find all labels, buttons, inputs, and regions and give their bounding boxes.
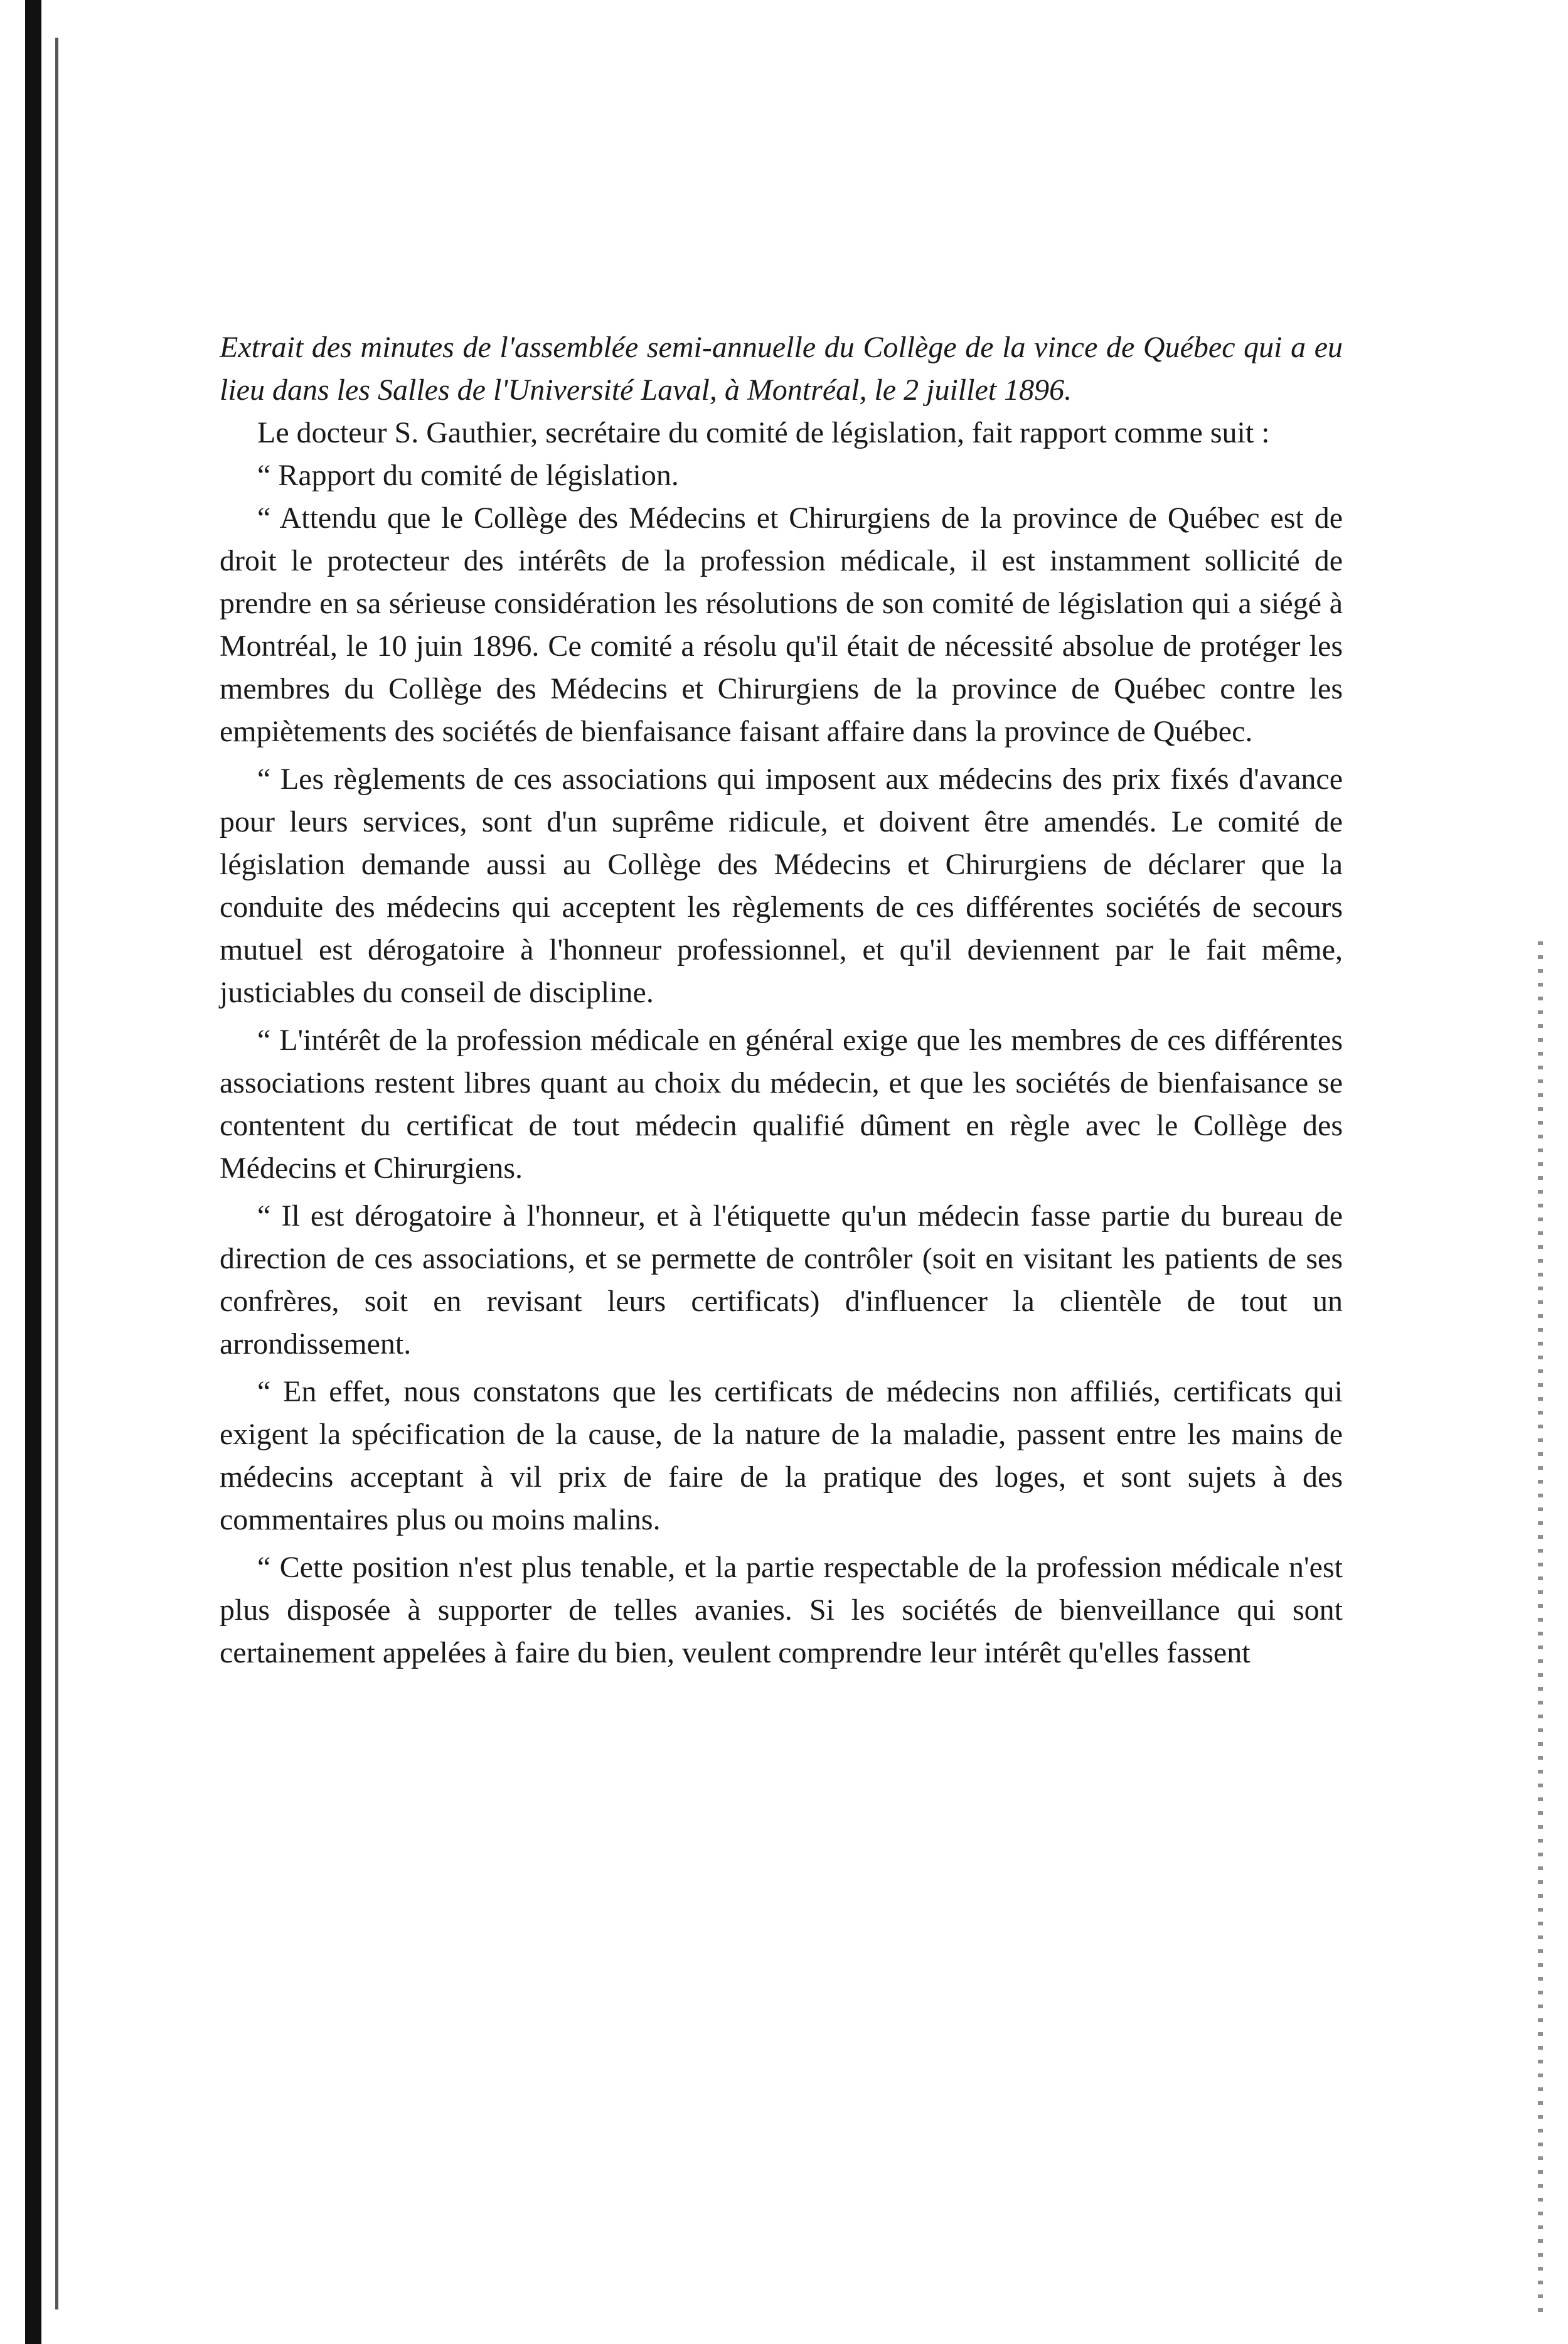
paragraph-interet: “ L'intérêt de la profession médicale en général exige que les membres de ces différentes associations restent libres quant au choix du médecin, et que les sociétés de bienfaisance se contentent du certificat de tout médecin qualifié dûment en règle avec le Collège des Médecins et Chirurgiens. xyxy=(220,1024,1343,1185)
paragraph-position: “ Cette position n'est plus tenable, et la partie respectable de la profession médicale n'est plus disposée à supporter de telles avanies. Si les sociétés de bienveillance qui sont certainement appelées à faire du bien, veulent comprendre leur intérêt qu'elles fassent xyxy=(220,1551,1343,1669)
scan-right-edge-noise xyxy=(1538,941,1543,2322)
minutes-header: Extrait des minutes de l'assemblée semi-annuelle du Collège de la vince de Québec qui a eu lieu dans les Salles de l'Université Laval, à Montréal, le 2 juillet 1896. xyxy=(220,331,1343,407)
paragraph-intro: Le docteur S. Gauthier, secrétaire du comité de législation, fait rapport comme suit : xyxy=(257,416,1270,449)
document-page xyxy=(220,326,1343,1674)
paragraph-derogatoire: “ Il est dérogatoire à l'honneur, et à l'étiquette qu'un médecin fasse partie du bureau de direction de ces associations, et se permette de contrôler (soit en visitant les patients de ses confrères, soit en revisant leurs certificats) d'influencer la clientèle de tout un arrondissement. xyxy=(220,1199,1343,1361)
paragraph-en-effet: “ En effet, nous constatons que les certificats de médecins non affiliés, certificats qui exigent la spécification de la cause, de la nature de la maladie, passent entre les mains de médecins acceptant à vil prix de faire de la pratique des loges, et sont sujets à des commentaires plus ou moins malins. xyxy=(220,1375,1343,1536)
paragraph-attendu: “ Attendu que le Collège des Médecins et Chirurgiens de la province de Québec est de droit le protecteur des intérêts de la profession médicale, il est instamment sollicité de prendre en sa sérieuse considération les résolutions de son comité de législation qui a siégé à Montréal, le 10 juin 1896. Ce comité a résolu qu'il était de nécessité absolue de protéger les membres du Collège des Médecins et Chirurgiens de la province de Québec contre les empiètements des sociétés de bienfaisance faisant affaire dans la province de Québec. xyxy=(220,501,1343,748)
scan-binding-edge xyxy=(25,0,41,2344)
paragraph-reglements: “ Les règlements de ces associations qui imposent aux médecins des prix fixés d'avance pour leurs services, sont d'un suprême ridicule, et doivent être amendés. Le comité de législation demande aussi au Collège des Médecins et Chirurgiens de déclarer que la conduite des médecins qui acceptent les règlements de ces différentes sociétés de secours mutuel est dérogatoire à l'honneur professionnel, et qu'il deviennent par le fait même, justiciables du conseil de discipline. xyxy=(220,763,1343,1009)
paragraph-report-title: “ Rapport du comité de législation. xyxy=(257,459,679,492)
scan-binding-shadow xyxy=(55,38,58,2309)
